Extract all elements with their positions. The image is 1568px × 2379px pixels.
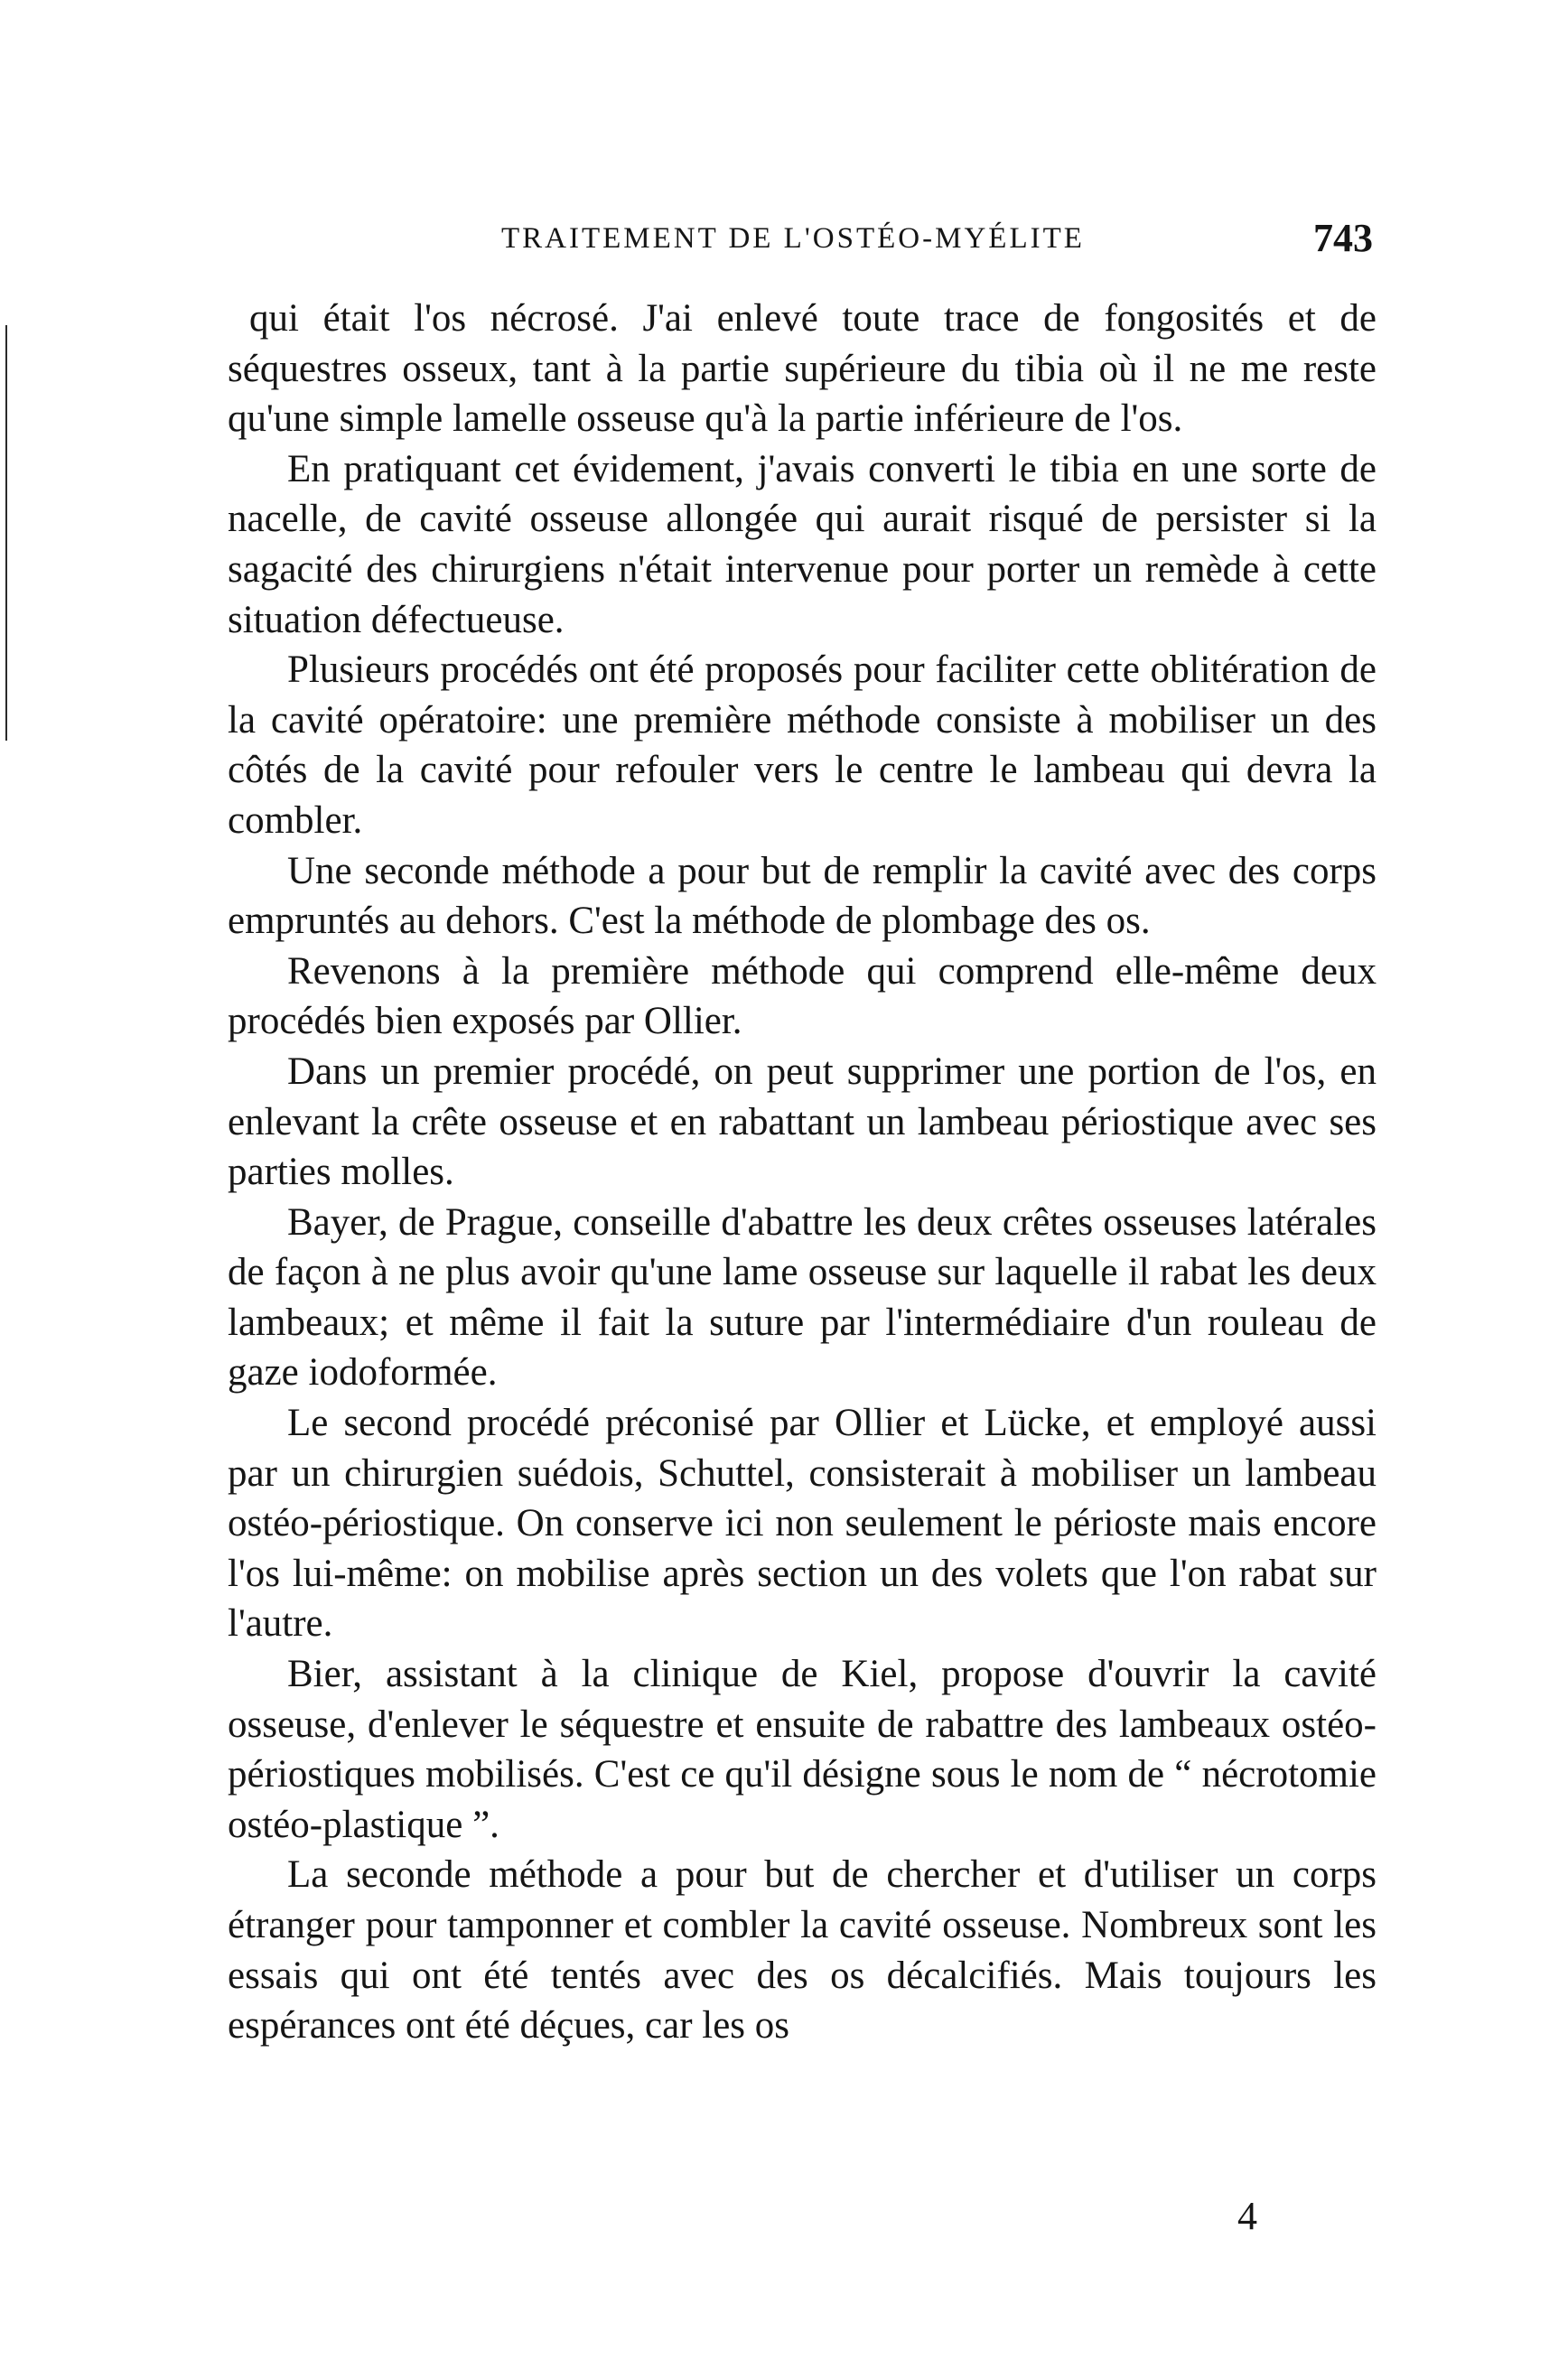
running-head: TRAITEMENT DE L'OSTÉO-MYÉLITE <box>501 222 1085 255</box>
paragraph: Le second procédé préconisé par Ollier et Lücke, et employé aussi par un chirurgien suédois, Schuttel, consisterait à mobiliser un lambeau ostéo-périostique. On conserve ici non seulement le périoste mais encore l'os lui-même: on mobilise après section un des volets que l'on rabat sur l'autre. <box>228 1402 1377 1646</box>
page-header <box>244 215 1373 260</box>
signature-mark: 4 <box>1237 2194 1257 2238</box>
paragraph: La seconde méthode a pour but de chercher et d'utiliser un corps étranger pour tamponner et combler la cavité osseuse. Nombreux sont les essais qui ont été tentés avec des os décalcifiés. Mais toujours les espérances ont été déçues, car les os <box>228 1853 1377 2048</box>
paragraph: Dans un premier procédé, on peut supprimer une portion de l'os, en enlevant la crête osseuse et en rabattant un lambeau périostique avec ses parties molles. <box>228 1050 1377 1194</box>
paragraph: Bier, assistant à la clinique de Kiel, propose d'ouvrir la cavité osseuse, d'enlever le séquestre et ensuite de rabattre des lambeaux ostéo-périostiques mobilisés. C'est ce qu'il désigne sous le nom de “ nécrotomie ostéo-plastique ”. <box>228 1653 1377 1846</box>
paragraph: Une seconde méthode a pour but de remplir la cavité avec des corps empruntés au dehors. C'est la méthode de plombage des os. <box>228 849 1377 943</box>
paragraph: Revenons à la première méthode qui comprend elle-même deux procédés bien exposés par Ollier. <box>228 949 1377 1043</box>
page-number: 743 <box>1313 216 1373 260</box>
paragraph: qui était l'os nécrosé. J'ai enlevé toute trace de fongosités et de séquestres osseux, tant à la partie supérieure du tibia où il ne me reste qu'une simple lamelle osseuse qu'à la partie inférieure de l'os. <box>228 297 1377 441</box>
body-text <box>228 294 1377 2051</box>
paragraph: Plusieurs procédés ont été proposés pour faciliter cette oblitération de la cavité opératoire: une première méthode consiste à mobiliser un des côtés de la cavité pour refouler vers le centre le lambeau qui devra la combler. <box>228 648 1377 842</box>
paragraph: Bayer, de Prague, conseille d'abattre les deux crêtes osseuses latérales de façon à ne plus avoir qu'une lame osseuse sur laquelle il rabat les deux lambeaux; et même il fait la suture par l'intermédiaire d'un rouleau de gaze iodoformée. <box>228 1200 1377 1395</box>
margin-scan-mark <box>5 325 7 741</box>
paragraph: En pratiquant cet évidement, j'avais converti le tibia en une sorte de nacelle, de cavité osseuse allongée qui aurait risqué de persister si la sagacité des chirurgiens n'était intervenue pour porter un remède à cette situation défectueuse. <box>228 447 1377 641</box>
